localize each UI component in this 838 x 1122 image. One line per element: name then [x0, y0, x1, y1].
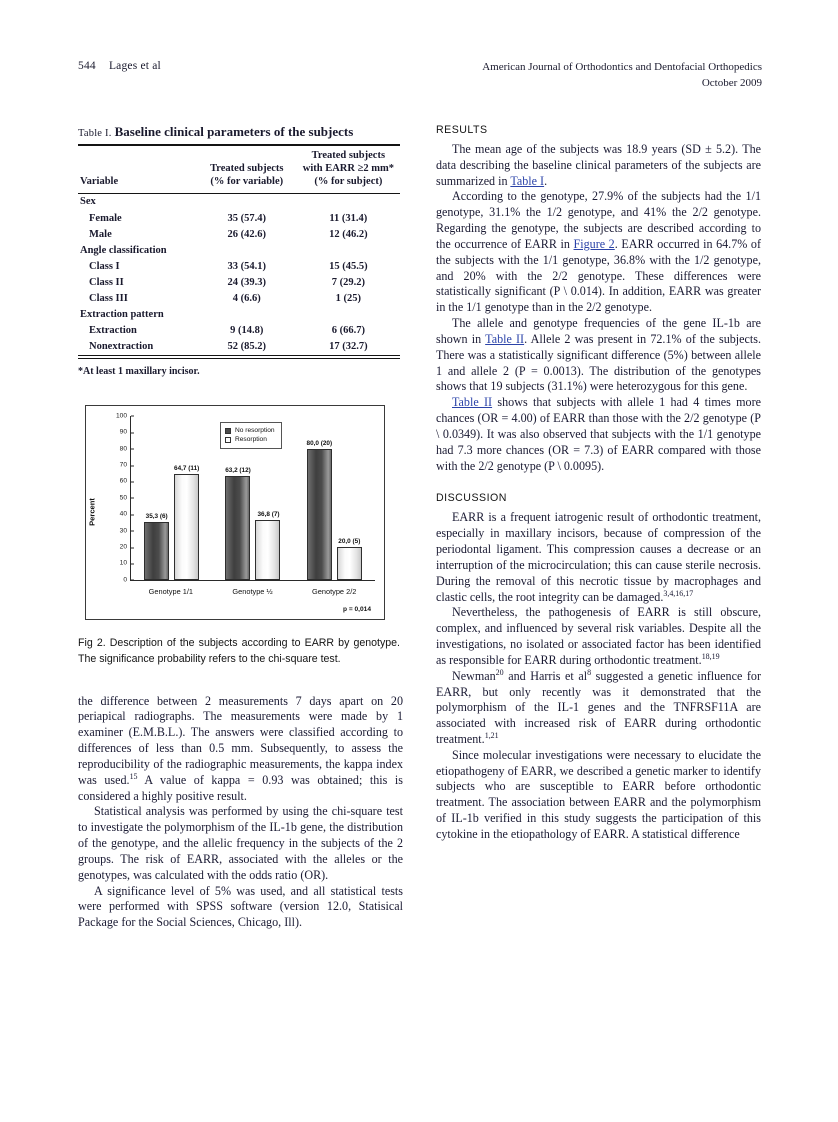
- table-row: [78, 275, 400, 291]
- figure-2-number: Fig 2.: [78, 636, 106, 649]
- cell-variable: Extraction pattern: [80, 308, 164, 320]
- legend-label-no-resorption: No resorption: [235, 426, 275, 434]
- citation-18-19: 18,19: [701, 651, 720, 661]
- table-row: [78, 226, 400, 242]
- cell-variable: Class III: [89, 292, 128, 304]
- citation-20: 20: [495, 667, 504, 677]
- xref-figure-2[interactable]: Figure 2: [573, 236, 615, 251]
- cell-treated-earr: 6 (66.7): [331, 324, 365, 336]
- legend-swatch-light-icon: [225, 437, 231, 443]
- table-row: [78, 307, 400, 323]
- cell-treated-earr: 7 (29.2): [331, 276, 365, 288]
- discussion-body: [436, 510, 761, 842]
- left-column: [78, 124, 403, 931]
- cell-treated-earr: 11 (31.4): [329, 212, 368, 224]
- discussion-text-e: suggested a genetic influence for EARR, but only recently was it demonstrated that the polymorphism of the IL-1 genes and the TNFRSF11A are associated with increased risk of EARR during orthodontic treatment.: [436, 668, 761, 746]
- table-1-grid: [78, 144, 400, 359]
- chart-y-tick: 20: [120, 544, 131, 551]
- citation-1-21: 1,21: [484, 730, 499, 740]
- chart-pvalue-annotation: p = 0,014: [342, 605, 371, 613]
- chart-bar: [306, 439, 333, 580]
- chart-bar-label: 35,3 (6): [145, 512, 168, 520]
- chart-bar-body: [174, 474, 199, 580]
- table-row: [78, 194, 400, 210]
- running-head-authors: Lages et al: [108, 60, 161, 72]
- cell-variable: Sex: [80, 196, 96, 208]
- cell-variable: Class II: [89, 276, 124, 288]
- table-1-label: Table I.: [78, 128, 112, 139]
- paragraph-significance-level: A significance level of 5% was used, and all statistical tests were performed with SPSS software (version 12.0, Statisical Package for the Social Sciences, Chicago, Ill).: [78, 883, 403, 930]
- chart-bar-group: [131, 416, 212, 580]
- chart-y-axis-label: Percent: [87, 498, 97, 527]
- paragraph-pathogenesis: [436, 605, 761, 668]
- figure-2: [78, 405, 400, 668]
- table-row: [78, 339, 400, 356]
- page-number: 544: [78, 60, 96, 72]
- cell-variable: Female: [89, 212, 122, 224]
- chart-bar: [255, 510, 280, 580]
- table-row: [78, 243, 400, 259]
- journal-title: American Journal of Orthodontics and Dentofacial Orthopedics: [482, 61, 762, 73]
- chart-y-tick: 70: [120, 462, 131, 469]
- header-b-line2: with EARR ≥2 mm*: [302, 163, 394, 175]
- xref-table-2-second[interactable]: Table II: [452, 395, 493, 410]
- chart-bar: [225, 467, 251, 580]
- cell-treated-earr: [297, 194, 400, 210]
- cell-treated-subjects: 52 (85.2): [227, 340, 267, 352]
- results-text-c: According to the genotype, 27.9% of the subjects had the 1/1 genotype, 31.1% the 1/2 genotype, and 41% the 2/2 genotype. Regarding the genotype, the subjects are described according to the occurrence of EARR in: [436, 189, 761, 251]
- citation-8: 8: [587, 667, 592, 677]
- cell-treated-earr: 1 (25): [335, 292, 362, 304]
- discussion-text-a: EARR is a frequent iatrogenic result of orthodontic treatment, especially in maxillary incisors, because of compression of the periodontal ligament. This compression causes a decrease or an interruption of the microcirculation; this can cause sterile necrosis. During the removal of this necrotic tissue by macrophages and clastic cells, the root integrity can be damaged.: [436, 510, 761, 604]
- chart-bar-group: [294, 416, 375, 580]
- issue-date: October 2009: [701, 76, 762, 89]
- cell-variable: Class I: [89, 260, 120, 272]
- header-treated-earr: [297, 146, 400, 194]
- table-1-body: [78, 194, 400, 355]
- table-row: [78, 259, 400, 275]
- running-head-right: [482, 60, 762, 92]
- cell-treated-subjects: [197, 307, 297, 323]
- xref-table-2-first[interactable]: Table II: [485, 331, 525, 346]
- left-column-body: [78, 694, 403, 931]
- header-a-line1: Treated subjects: [210, 163, 284, 175]
- chart-y-tick: 50: [120, 494, 131, 501]
- discussion-text-d: and Harris et al: [503, 668, 588, 683]
- paragraph-mean-age: [436, 142, 761, 189]
- table-1-caption: [78, 124, 400, 140]
- cell-variable: Male: [89, 228, 112, 240]
- chart-bar: [174, 464, 200, 580]
- chart-bar-earr-by-genotype: [85, 405, 385, 620]
- figure-2-caption-text: Description of the subjects according to EARR by genotype. The significance probability refers to the chi-square test.: [78, 636, 401, 665]
- header-treated-subjects: [197, 146, 297, 194]
- results-text-g: shows that subjects with allele 1 had 4 times more chances (OR = 4.00) of EARR than those with the 2/2 genotype (P \ 0.0349). It was also observed that subjects with the 1/1 genotype had 7.3 more chances (OR = 7.3) of EARR compared with those with the 2/2 genotype (P \ 0.0095).: [436, 395, 761, 473]
- chart-bar-label: 36,8 (7): [257, 510, 280, 518]
- chart-legend: [220, 422, 282, 449]
- cell-treated-earr: [297, 243, 400, 259]
- running-head-left: [78, 60, 161, 72]
- cell-treated-subjects: [197, 194, 297, 210]
- paragraph-allele-frequencies: [436, 316, 761, 395]
- header-variable: Variable: [80, 176, 119, 188]
- paragraph-statistical-analysis: Statistical analysis was performed by using the chi-square test to investigate the polymorphism of the IL-1b gene, the distribution of the genotype, and the allelic frequency in the subjects of the 2 groups. The risk of EARR, associated with the alleles or the genotypes, was calculated with the odds ratio (OR).: [78, 804, 403, 882]
- chart-bar-label: 80,0 (20): [306, 439, 333, 447]
- paragraph-genetic-influence: [436, 669, 761, 748]
- results-text-e: The allele and genotype frequencies of the gene IL-1b are shown in: [436, 316, 761, 346]
- results-text-a: The mean age of the subjects was 18.9 years (SD ± 5.2). The data describing the baseline clinical parameters of the subjects are summarized in: [436, 142, 761, 188]
- chart-x-tick: Genotype ½: [232, 586, 273, 596]
- chart-bar-body: [337, 547, 362, 580]
- table-row: [78, 323, 400, 339]
- chart-bar: [337, 538, 362, 580]
- table-1-header-row: [78, 146, 400, 194]
- cell-treated-earr: [297, 307, 400, 323]
- cell-treated-subjects: 9 (14.8): [230, 324, 264, 336]
- chart-y-tick: 100: [116, 412, 131, 419]
- legend-label-resorption: Resorption: [235, 436, 267, 444]
- legend-swatch-dark-icon: [225, 428, 231, 434]
- results-body: [436, 142, 761, 474]
- chart-x-tick: Genotype 2/2: [311, 586, 357, 596]
- table-1-title: Baseline clinical parameters of the subjects: [114, 124, 354, 139]
- right-column: [436, 124, 761, 843]
- table-rule-bottom: [78, 355, 400, 358]
- cell-treated-subjects: 33 (54.1): [227, 260, 267, 272]
- methods-text-a: the difference between 2 measurements 7 days apart on 20 periapical radiographs. The measurements were made by 1 examiner (E.M.B.L.). The answers were classified according to differences of less than 0.5 mm. Subsequently, to assess the reproducibility of the radiographic measurements, the kappa index was used.: [78, 693, 403, 787]
- results-text-f: . Allele 2 was present in 72.1% of the subjects. There was a statistically significant difference (5%) between allele 1 and allele 2 (P = 0.0013). The distribution of the genotypes shows that 19 subjects (31.1%) were heterozygous for this gene.: [436, 331, 761, 394]
- chart-y-tick: 40: [120, 511, 131, 518]
- cell-treated-subjects: 35 (57.4): [227, 212, 267, 224]
- methods-text-b: A value of kappa = 0.93 was obtained; this is considered a highly positive result.: [78, 772, 403, 803]
- paragraph-genotype-distribution: [436, 189, 761, 316]
- chart-bar: [144, 512, 169, 580]
- chart-bar-body: [255, 520, 280, 580]
- cell-treated-earr: 12 (46.2): [329, 228, 368, 240]
- running-head: [78, 60, 762, 92]
- chart-y-tick: 0: [123, 576, 131, 583]
- cell-variable: Extraction: [89, 324, 137, 336]
- chart-y-tick: 60: [120, 478, 131, 485]
- figure-2-caption: [78, 636, 400, 668]
- chart-bar-label: 64,7 (11): [174, 464, 200, 472]
- chart-bar-label: 63,2 (12): [225, 467, 251, 475]
- table-row: [78, 291, 400, 307]
- chart-x-ticks: [130, 587, 375, 599]
- section-heading-results: RESULTS: [436, 124, 488, 136]
- cell-treated-earr: 17 (32.7): [329, 340, 368, 352]
- header-b-line1: Treated subjects: [311, 150, 386, 161]
- chart-y-tick: 10: [120, 560, 131, 567]
- chart-y-tick: 80: [120, 445, 131, 452]
- table-1: [78, 124, 400, 377]
- cell-treated-subjects: 26 (42.6): [227, 228, 267, 240]
- citation-3-4-16-17: 3,4,16,17: [663, 588, 694, 598]
- paragraph-molecular-investigations: Since molecular investigations were necessary to elucidate the etiopathogeny of EARR, we described a genetic marker to identify subjects who are susceptible to EARR before orthodontic treatment. The association between EARR and the polymorphism of IL-1b verified in this study suggests the participation of this cytokine in the etiopathology of EARR. A statistical difference: [436, 747, 761, 841]
- table-row: [78, 210, 400, 226]
- discussion-text-c: Newman: [452, 668, 496, 683]
- header-b-line3: (% for subject): [314, 176, 383, 188]
- chart-y-tick: 90: [120, 429, 131, 436]
- cell-treated-subjects: 4 (6.6): [232, 292, 261, 304]
- results-text-d: . EARR occurred in 64.7% of the subjects with the 1/1 genotype, 36.8% with the 1/2 genotype, and 20% with the 2/2 genotype. These differences were statistically significant (P \ 0.014). In addition, EARR was greater in the 1/1 genotype than in the 2/2 genotype.: [436, 236, 761, 315]
- paragraph-odds-ratio: [436, 395, 761, 474]
- header-a-line2: (% for variable): [210, 176, 284, 188]
- paragraph-earr-iatrogenic: [436, 510, 761, 605]
- chart-x-tick: Genotype 1/1: [148, 586, 194, 596]
- citation-15: 15: [129, 771, 138, 781]
- legend-item-resorption: [225, 435, 275, 445]
- table-1-footnote: *At least 1 maxillary incisor.: [78, 365, 200, 377]
- chart-bar-body: [225, 476, 250, 580]
- xref-table-1[interactable]: Table I: [510, 173, 545, 188]
- cell-variable: Nonextraction: [89, 340, 154, 352]
- cell-variable: Angle classification: [80, 244, 167, 256]
- section-heading-discussion: DISCUSSION: [436, 492, 507, 505]
- results-text-b: .: [544, 173, 548, 188]
- legend-item-no-resorption: [225, 426, 275, 436]
- discussion-text-b: Nevertheless, the pathogenesis of EARR is still obscure, complex, and influenced by several risk variables. Despite all the investigations, no isolated or associated factor has been identified as responsible for EARR during orthodontic treatment.: [436, 605, 761, 667]
- chart-bar-label: 20,0 (5): [338, 538, 361, 546]
- cell-treated-earr: 15 (45.5): [329, 260, 368, 272]
- cell-treated-subjects: 24 (39.3): [227, 276, 267, 288]
- cell-treated-subjects: [197, 243, 297, 259]
- chart-bar-body: [144, 522, 169, 580]
- chart-bar-body: [307, 449, 332, 580]
- paragraph-methods-continued: [78, 694, 403, 805]
- chart-y-tick: 30: [120, 527, 131, 534]
